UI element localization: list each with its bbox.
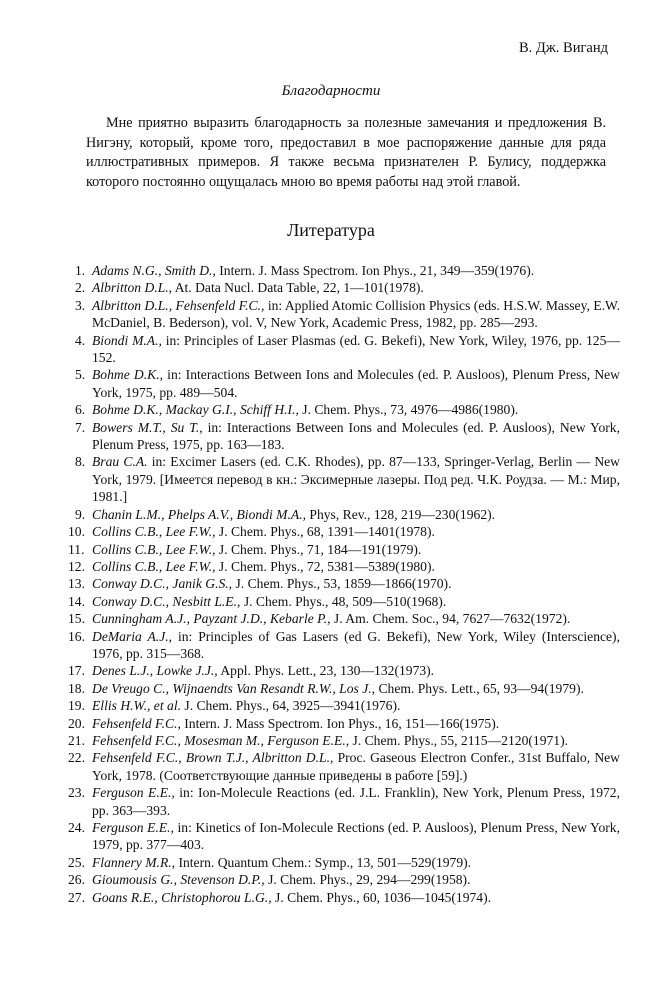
reference-number: 19. [68,698,85,714]
reference-item [75,279,620,296]
reference-item [68,610,620,627]
reference-number: 5. [75,367,86,383]
reference-authors: Fehsenfeld F.C., Mosesman M., Ferguson E.E., [92,732,350,748]
reference-item [68,558,620,575]
reference-source: in: Interactions Between Ions and Molecules (ed. P. Ausloos), Plenum Press, New York, 1975, pp. 489—504. [92,367,620,400]
reference-number: 25. [68,854,85,870]
reference-authors: Denes L.J., Lowke J.J., [92,663,218,679]
reference-number: 8. [75,454,86,470]
reference-item [68,889,620,906]
reference-item [75,297,620,332]
reference-source: Proc. Gaseous Electron Confer., 31st Buffalo, New York, 1978. (Соответствующие данные приведены в работе [59].) [92,750,620,783]
reference-authors: Fehsenfeld F.C., Brown T.J., Albritton D.L., [92,750,334,766]
reference-authors: Flannery M.R., [92,854,176,870]
reference-number: 1. [75,263,86,278]
reference-number: 24. [68,820,85,835]
reference-item [68,593,620,610]
reference-number: 16. [68,628,85,644]
reference-number: 20. [68,715,85,731]
reference-source: in: Excimer Lasers (ed. C.K. Rhodes), pp. 87—133, Springer-Verlag, Berlin — New York, 1979. [Имеется перевод в кн.: Эксимерные лазеры. Под ред. Ч.К. Роудза. — М.: Мир, 1981.] [92,454,620,505]
reference-number: 26. [68,872,85,888]
reference-authors: Albritton D.L., [92,280,173,296]
reference-item [75,401,620,418]
reference-source: J. Chem. Phys., 60, 1036—1045(1974). [271,889,492,905]
reference-authors: Bowers M.T., Su T., [92,419,203,435]
reference-source: J. Am. Chem. Soc., 94, 7627—7632(1972). [330,611,571,627]
reference-item [68,715,620,732]
reference-authors: Collins C.B., Lee F.W., [92,541,216,557]
reference-number: 4. [75,332,86,348]
reference-source: J. Chem. Phys., 48, 509—510(1968). [240,593,447,609]
reference-source: At. Data Nucl. Data Table, 22, 1—101(1978). [172,280,424,296]
reference-source: J. Chem. Phys., 68, 1391—1401(1978). [215,524,435,540]
reference-source: J. Chem. Phys., 29, 294—299(1958). [264,872,471,888]
reference-number: 10. [68,524,85,540]
reference-item [68,523,620,540]
reference-source: Phys, Rev., 128, 219—230(1962). [305,506,496,522]
running-header-author: В. Дж. Виганд [518,40,608,56]
reference-authors: Collins C.B., Lee F.W., [92,558,216,574]
reference-source: J. Chem. Phys., 53, 1859—1866(1970). [232,576,452,592]
reference-number: 27. [68,889,85,905]
reference-authors: Brau C.A. [92,454,148,470]
reference-item [68,819,620,854]
reference-source: J. Chem. Phys., 55, 2115—2120(1971). [349,732,569,748]
reference-authors: Chanin L.M., Phelps A.V., Biondi M.A., [92,506,306,522]
reference-number: 23. [68,785,85,801]
reference-item [68,697,620,714]
reference-source: J. Chem. Phys., 71, 184—191(1979). [215,541,422,557]
reference-item [75,453,620,505]
reference-item [68,628,620,663]
reference-number: 18. [68,680,85,696]
reference-authors: Bohme D.K., [92,367,163,383]
literature-heading: Литература [287,220,375,240]
reference-authors: DeMaria A.J., [92,628,173,644]
reference-number: 7. [75,419,86,435]
reference-item [68,680,620,697]
reference-authors: Biondi M.A., [92,332,162,348]
reference-number: 14. [68,593,85,609]
reference-source: in: Kinetics of Ion-Molecule Rections (ed. P. Ausloos), Plenum Press, New York, 1979, pp. 377—403. [92,820,620,853]
reference-item [68,662,620,679]
reference-number: 17. [68,663,85,679]
reference-item [75,262,620,279]
reference-authors: Albritton D.L., Fehsenfeld F.C., [92,297,265,313]
reference-item [68,541,620,558]
reference-authors: Ferguson E.E., [92,820,174,835]
reference-source: J. Chem. Phys., 72, 5381—5389(1980). [215,558,435,574]
reference-source: J. Chem. Phys., 73, 4976—4986(1980). [298,402,519,418]
reference-item [68,784,620,819]
reference-item [68,871,620,888]
reference-number: 11. [68,541,85,557]
reference-item [75,332,620,367]
reference-source: Intern. Quantum Chem.: Symp., 13, 501—529(1979). [175,854,472,870]
reference-source: Intern. J. Mass Spectrom. Ion Phys., 16, 151—166(1975). [180,715,500,731]
reference-number: 12. [68,558,85,574]
reference-authors: Gioumousis G., Stevenson D.P., [92,872,265,888]
reference-authors: Conway D.C., Janik G.S., [92,576,233,592]
acknowledgments-heading: Благодарности [281,83,381,99]
reference-source: J. Chem. Phys., 64, 3925—3941(1976). [181,698,401,714]
reference-source: Chem. Phys. Lett., 65, 93—94(1979). [375,680,584,696]
reference-list [68,262,620,906]
reference-authors: De Vreugo C., Wijnaendts Van Resandt R.W., Los J., [92,680,376,696]
reference-item [68,732,620,749]
reference-authors: Collins C.B., Lee F.W., [92,524,216,540]
reference-source: in: Principles of Gas Lasers (ed G. Bekefi), New York, Wiley (Interscience), 1976, pp. 315—368. [92,628,620,661]
reference-authors: Ellis H.W., et al. [92,698,181,714]
reference-source: in: Ion-Molecule Reactions (ed. J.L. Franklin), New York, Plenum Press, 1972, pp. 363—393. [92,785,620,818]
reference-item [75,506,620,523]
reference-item [75,419,620,454]
reference-number: 13. [68,576,85,592]
reference-item [68,575,620,592]
reference-authors: Ferguson E.E., [92,785,175,801]
reference-source: Intern. J. Mass Spectrom. Ion Phys., 21, 349—359(1976). [215,263,535,278]
acknowledgments-paragraph: Мне приятно выразить благодарность за полезные замечания и предложения В. Нигэну, который, кроме того, предоставил в мое распоряжение данные для ряда иллюстративных примеров. Я также весьма признателен Р. Булису, поддержка которого постоянно ощущалась мною во время работы над этой главой. [86,115,606,190]
reference-number: 15. [68,611,85,627]
reference-authors: Cunningham A.J., Payzant J.D., Kebarle P., [92,611,331,627]
reference-item [68,854,620,871]
reference-item [75,366,620,401]
reference-authors: Conway D.C., Nesbitt L.E., [92,593,241,609]
reference-authors: Goans R.E., Christophorou L.G., [92,889,272,905]
reference-source: in: Applied Atomic Collision Physics (eds. H.S.W. Massey, E.W. McDaniel, B. Bederson), vol. V, New York, Academic Press, 1982, pp. 285—293. [92,297,620,331]
reference-number: 22. [68,750,85,766]
reference-number: 9. [75,506,86,522]
reference-number: 3. [75,297,86,313]
reference-source: Appl. Phys. Lett., 23, 130—132(1973). [217,663,435,679]
reference-authors: Bohme D.K., Mackay G.I., Schiff H.I., [92,402,299,418]
reference-number: 6. [75,402,86,418]
reference-source: in: Interactions Between Ions and Molecules (ed. P. Ausloos), New York, Plenum Press, 1975, pp. 163—183. [92,419,620,453]
reference-number: 2. [75,280,86,296]
reference-source: in: Principles of Laser Plasmas (ed. G. Bekefi), New York, Wiley, 1976, pp. 125—152. [92,332,620,366]
reference-item [68,749,620,784]
reference-number: 21. [68,732,85,748]
reference-authors: Adams N.G., Smith D., [92,263,216,278]
reference-authors: Fehsenfeld F.C., [92,715,181,731]
